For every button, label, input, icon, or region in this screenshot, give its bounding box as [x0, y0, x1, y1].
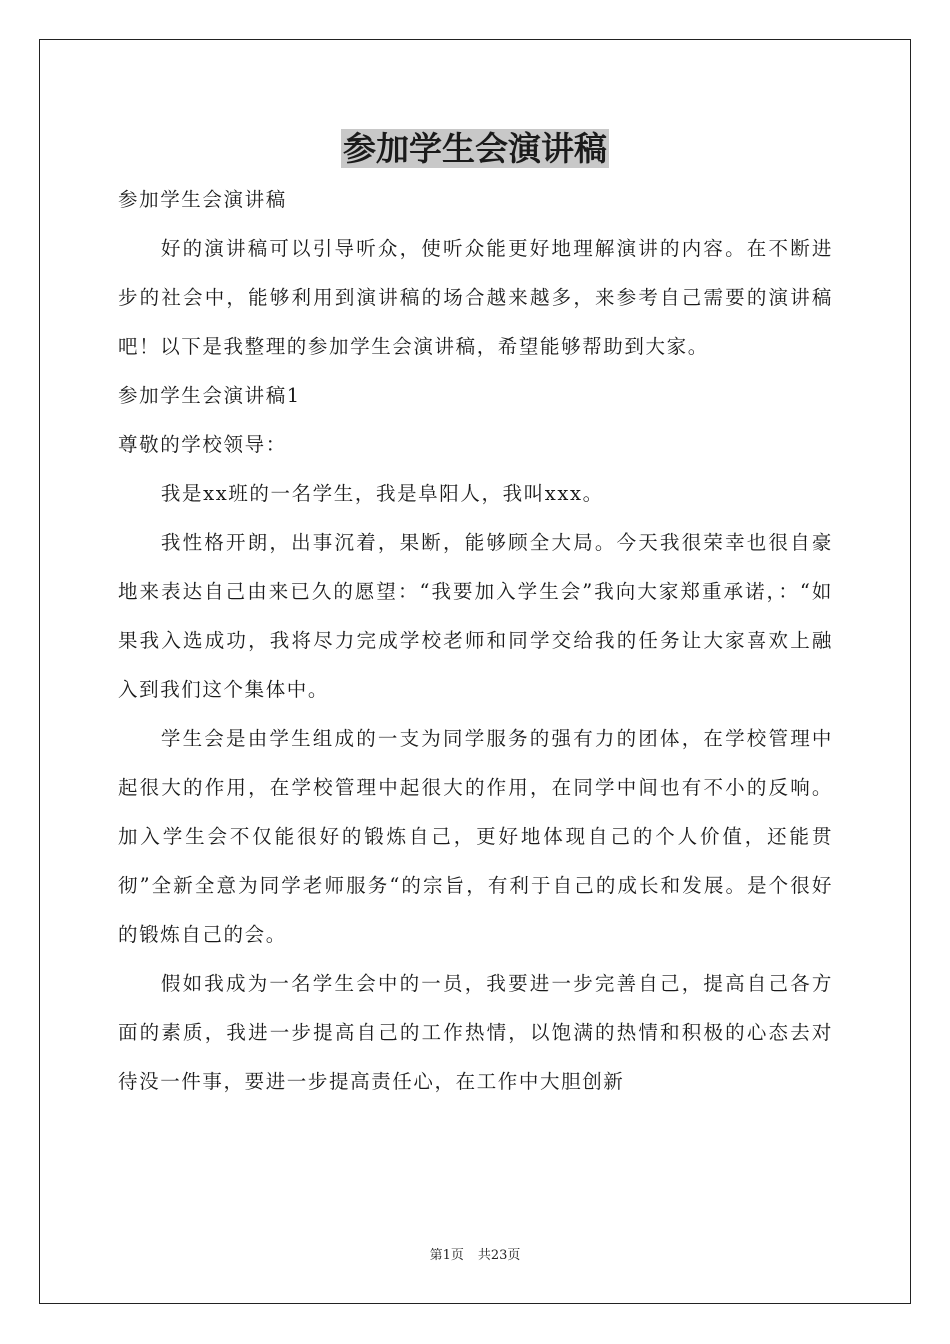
salutation: 尊敬的学校领导： [118, 433, 287, 456]
document-title [0, 127, 950, 171]
page-footer [0, 1247, 950, 1265]
document-body [118, 175, 833, 1106]
paragraph: 参加学生会演讲稿 [118, 188, 287, 211]
page-number: 第1页 [429, 1248, 464, 1263]
paragraph: 学生会是由学生组成的一支为同学服务的强有力的团体，在学校管理中起很大的作用，在学校管理中起很大的作用，在同学中间也有不小的反响。加入学生会不仅能很好的锻炼自己，更好地体现自己的个人价值，还能贯彻”全新全意为同学老师服务“的宗旨，有利于自己的成长和发展。是个很好的锻炼自己的会。 [118, 727, 833, 946]
paragraph: 好的演讲稿可以引导听众，使听众能更好地理解演讲的内容。在不断进步的社会中，能够利用到演讲稿的场合越来越多，来参考自己需要的演讲稿吧！以下是我整理的参加学生会演讲稿，希望能够帮助到大家。 [118, 237, 833, 358]
document-title-text: 参加学生会演讲稿 [343, 129, 607, 168]
section-heading: 参加学生会演讲稿1 [118, 384, 301, 407]
paragraph: 假如我成为一名学生会中的一员，我要进一步完善自己，提高自己各方面的素质，我进一步提高自己的工作热情，以饱满的热情和积极的心态去对待没一件事，要进一步提高责任心，在工作中大胆创新 [118, 972, 833, 1093]
paragraph: 我是xx班的一名学生，我是阜阳人，我叫xxx。 [160, 482, 604, 505]
paragraph: 我性格开朗，出事沉着，果断，能够顾全大局。今天我很荣幸也很自豪地来表达自己由来已久的愿望：“我要加入学生会”我向大家郑重承诺，：“如果我入选成功，我将尽力完成学校老师和同学交给我的任务让大家喜欢上融入到我们这个集体中。 [118, 531, 833, 701]
page-total: 共23页 [477, 1248, 521, 1263]
